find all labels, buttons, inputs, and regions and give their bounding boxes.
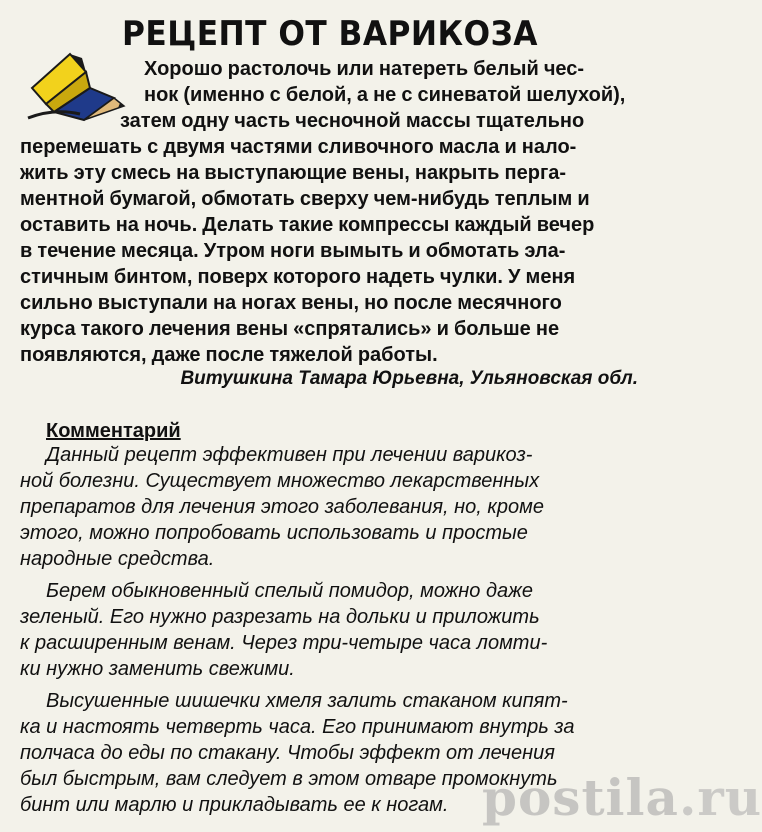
- comment-line: бинт или марлю и прикладывать ее к ногам.: [20, 794, 449, 816]
- comment-paragraph: [20, 578, 640, 682]
- comment-line: ка и настоять четверть часа. Его принимают внутрь за: [20, 716, 575, 738]
- comment-line: был быстрым, вам следует в этом отваре промокнуть: [20, 768, 558, 790]
- recipe-line: в течение месяца. Утром ноги вымыть и обмотать эла-: [20, 240, 566, 262]
- recipe-line: стичным бинтом, поверх которого надеть чулки. У меня: [20, 266, 576, 288]
- recipe-line: затем одну часть чесночной массы тщательно: [120, 110, 585, 132]
- recipe-line: появляются, даже после тяжелой работы.: [20, 344, 438, 366]
- comment-line: этого, можно попробовать использовать и простые: [20, 522, 528, 544]
- comment-line: препаратов для лечения этого заболевания, но, кроме: [20, 496, 544, 518]
- recipe-line: ментной бумагой, обмотать сверху чем-нибудь теплым и: [20, 188, 590, 210]
- recipe-line: нок (именно с белой, а не с синеватой шелухой),: [144, 84, 626, 106]
- comment-line: Данный рецепт эффективен при лечении варикоз-: [46, 444, 533, 466]
- watermark: [482, 768, 762, 827]
- recipe-line: Хорошо растолочь или натереть белый чес-: [144, 58, 585, 80]
- recipe-line: курса такого лечения вены «спрятались» и больше не: [20, 318, 560, 340]
- recipe-text: [20, 56, 638, 368]
- comment-line: к расширенным венам. Через три-четыре часа ломти-: [20, 632, 548, 654]
- comment-line: народные средства.: [20, 548, 215, 570]
- watermark-name: postila: [482, 768, 679, 827]
- comment-line: полчаса до еды по стакану. Чтобы эффект от лечения: [20, 742, 555, 764]
- page-title: РЕЦЕПТ ОТ ВАРИКОЗА: [122, 14, 538, 54]
- comment-heading: Комментарий: [46, 420, 181, 442]
- comment-line: зеленый. Его нужно разрезать на дольки и приложить: [20, 606, 540, 628]
- recipe-line: оставить на ночь. Делать такие компрессы каждый вечер: [20, 214, 595, 236]
- comment-line: Высушенные шишечки хмеля залить стаканом кипят-: [46, 690, 568, 712]
- comment-paragraph: [20, 442, 640, 572]
- recipe-line: сильно выступали на ногах вены, но после месячного: [20, 292, 562, 314]
- comment-line: ной болезни. Существует множество лекарственных: [20, 470, 540, 492]
- comment-line: ки нужно заменить свежими.: [20, 658, 295, 680]
- watermark-domain: .ru: [678, 768, 762, 827]
- comment-line: Берем обыкновенный спелый помидор, можно даже: [46, 580, 534, 602]
- comment-text: [20, 442, 640, 818]
- recipe-line: жить эту смесь на выступающие вены, накрыть перга-: [20, 162, 567, 184]
- author-signature: Витушкина Тамара Юрьевна, Ульяновская обл.: [180, 368, 638, 389]
- recipe-line: перемешать с двумя частями сливочного масла и нало-: [20, 136, 577, 158]
